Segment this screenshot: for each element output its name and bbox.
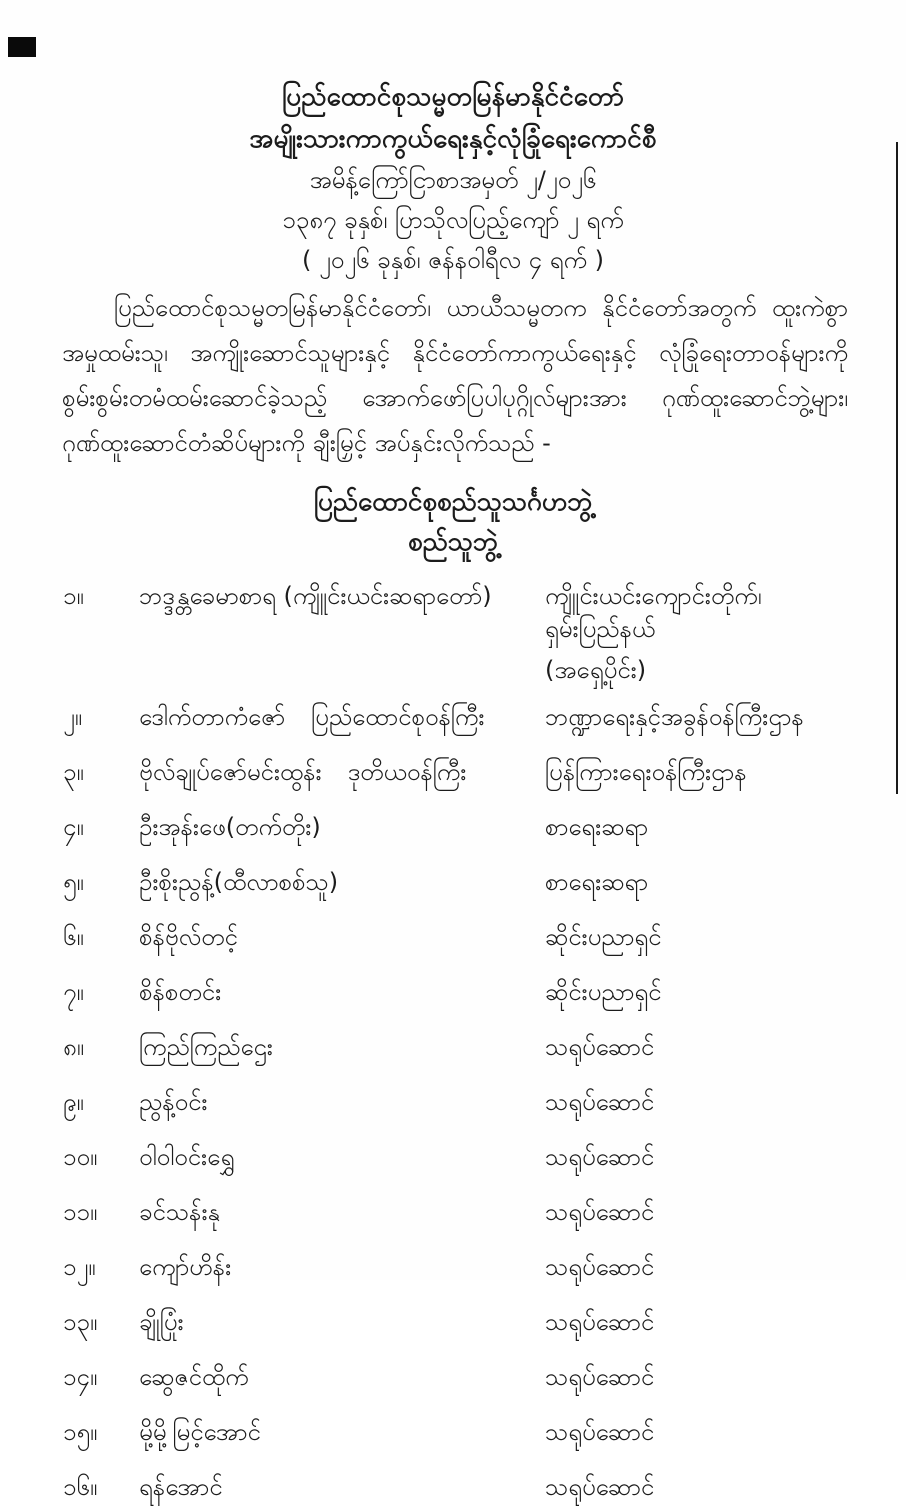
item-name: ခင်သန်းနု <box>139 1198 220 1226</box>
item-number: ၈။ <box>63 1033 84 1061</box>
item-role-group <box>545 976 848 1017</box>
item-name-group <box>139 1471 545 1504</box>
item-number: ၃။ <box>63 758 84 786</box>
list-item <box>63 1471 848 1512</box>
item-name: မို့မို့မြင့်အောင် <box>139 1418 261 1446</box>
item-name-group <box>139 756 545 789</box>
item-role-group <box>545 866 848 907</box>
item-name-group <box>139 1141 545 1174</box>
scan-artifact-edge-line <box>896 142 898 794</box>
award-title-thingaha: ပြည်ထောင်စုစည်သူသင်္ဂဟဘွဲ့ <box>313 487 593 517</box>
item-number: ၁၆။ <box>63 1473 98 1501</box>
award-title-sithu: စည်သူဘွဲ့ <box>408 527 498 557</box>
item-name: စိန်စတင်း <box>139 978 222 1006</box>
item-role-group <box>545 1251 848 1292</box>
item-name: ဗိုလ်ချုပ်ဇော်မင်းထွန်း <box>139 758 322 786</box>
list-item <box>63 1416 848 1457</box>
item-number: ၁၀။ <box>63 1143 98 1171</box>
item-name: ကြည်ကြည်ဌေး <box>139 1033 273 1061</box>
item-role-line2: (အရှေ့ပိုင်း) <box>545 656 647 684</box>
list-item <box>63 1196 848 1237</box>
list-item <box>63 1031 848 1072</box>
item-role-group <box>545 1306 848 1347</box>
item-role-group <box>545 1361 848 1402</box>
item-role: သရုပ်ဆောင် <box>545 1418 655 1446</box>
item-role: စာရေးဆရာ <box>545 813 649 841</box>
list-item <box>63 921 848 962</box>
scan-artifact-mark <box>8 37 36 57</box>
item-name-group <box>139 1086 545 1119</box>
item-role: ပြန်ကြားရေးဝန်ကြီးဌာန <box>545 758 747 786</box>
list-item <box>63 756 848 797</box>
item-name: စိန်ဗိုလ်တင့် <box>139 923 238 951</box>
item-role: သရုပ်ဆောင် <box>545 1143 655 1171</box>
item-role: စာရေးဆရာ <box>545 868 649 896</box>
list-item <box>63 1361 848 1402</box>
item-role: ဘဏ္ဍာရေးနှင့်အခွန်ဝန်ကြီးဌာန <box>545 703 804 731</box>
item-name-group <box>139 701 545 734</box>
document-header <box>0 0 906 280</box>
item-name-group <box>139 921 545 954</box>
list-item <box>63 1141 848 1182</box>
item-name-group <box>139 1416 545 1449</box>
item-number: ၁၂။ <box>63 1253 96 1281</box>
item-role-group <box>545 1471 848 1512</box>
item-number: ၂။ <box>63 703 83 731</box>
item-role: သရုပ်ဆောင် <box>545 1253 655 1281</box>
item-name: ဒေါက်တာကံဇော် <box>139 703 286 731</box>
item-number: ၄။ <box>63 813 84 841</box>
item-name-group <box>139 1196 545 1229</box>
date-gregorian-calendar: ( ၂၀၂၆ ခုနှစ်၊ ဇန်နဝါရီလ ၄ ရက် ) <box>301 246 605 274</box>
item-role: သရုပ်ဆောင် <box>545 1198 655 1226</box>
item-role: သရုပ်ဆောင် <box>545 1363 655 1391</box>
award-recipient-list <box>0 580 906 1512</box>
item-role-group <box>545 1416 848 1457</box>
item-role: ဆိုင်းပညာရှင် <box>545 978 662 1006</box>
item-number: ၁၄။ <box>63 1363 98 1391</box>
item-role: ကျိူင်းယင်းကျောင်းတိုက်၊ ရှမ်းပြည်နယ် <box>545 582 762 643</box>
item-role-group <box>545 1086 848 1127</box>
item-name: ရန်အောင် <box>139 1473 223 1501</box>
date-myanmar-calendar: ၁၃၈၇ ခုနှစ်၊ ပြာသိုလပြည့်ကျော် ၂ ရက် <box>282 206 624 234</box>
item-role-group <box>545 580 848 687</box>
list-item <box>63 976 848 1017</box>
order-paragraph: ပြည်ထောင်စုသမ္မတမြန်မာနိုင်ငံတော်၊ ယာယီသမ္မတက နိုင်ငံတော်အတွက် ထူးကဲစွာ အမှုထမ်းသူ၊ အကျိုးဆောင်သူများနှင့် နိုင်ငံတော်ကာကွယ်ရေးနှင့် လုံခြုံရေးတာဝန်များကို စွမ်းစွမ်းတမံထမ်းဆောင်ခဲ့သည့် အောက်ဖော်ပြပါပုဂ္ဂိုလ်များအား ဂုဏ်ထူးဆောင်ဘွဲ့များ၊ ဂုဏ်ထူးဆောင်တံဆိပ်များကို ချီးမြှင့် အပ်နှင်းလိုက်သည် - <box>62 294 848 457</box>
item-role-group <box>545 1031 848 1072</box>
list-item <box>63 1306 848 1347</box>
item-name: ဘဒ္ဒန္တခေမာစာရ (ကျိူင်းယင်းဆရာတော်) <box>139 582 492 610</box>
item-number: ၁။ <box>63 582 84 610</box>
item-position-title: ဒုတိယဝန်ကြီး <box>347 758 467 786</box>
item-role-group <box>545 1196 848 1237</box>
item-role-group <box>545 1141 848 1182</box>
order-number: အမိန့်ကြော်ငြာစာအမှတ် ၂/၂၀၂၆ <box>309 166 597 194</box>
list-item <box>63 811 848 852</box>
item-number: ၁၃။ <box>63 1308 98 1336</box>
item-name-group <box>139 1306 545 1339</box>
item-number: ၇။ <box>63 978 84 1006</box>
item-name: ကျော်ဟိန်း <box>139 1253 232 1281</box>
item-number: ၁၅။ <box>63 1418 98 1446</box>
item-role-group <box>545 756 848 797</box>
item-role-group <box>545 921 848 962</box>
list-item <box>63 866 848 907</box>
item-name: ဝါဝါဝင်းရွှေ <box>139 1143 235 1171</box>
item-role: သရုပ်ဆောင် <box>545 1088 655 1116</box>
list-item <box>63 1086 848 1127</box>
list-item <box>63 580 848 687</box>
item-number: ၅။ <box>63 868 84 896</box>
item-name: ချိုပြုံး <box>139 1308 184 1336</box>
list-item <box>63 701 848 742</box>
item-position-title: ပြည်ထောင်စုဝန်ကြီး <box>311 703 485 731</box>
item-role: သရုပ်ဆောင် <box>545 1473 655 1501</box>
list-item <box>63 1251 848 1292</box>
section-titles <box>0 482 906 562</box>
item-name-group <box>139 1361 545 1394</box>
state-title: ပြည်ထောင်စုသမ္မတမြန်မာနိုင်ငံတော် <box>281 82 625 112</box>
item-name-group <box>139 1031 545 1064</box>
item-role: သရုပ်ဆောင် <box>545 1033 655 1061</box>
item-name-group <box>139 1251 545 1284</box>
item-name: ဆွေဇင်ထိုက် <box>139 1363 249 1391</box>
item-name: ဦးစိုးညွန့်(ထီလာစစ်သူ) <box>139 868 339 896</box>
item-name-group <box>139 580 545 613</box>
item-number: ၁၁။ <box>63 1198 98 1226</box>
item-role-group <box>545 701 848 742</box>
item-name-group <box>139 866 545 899</box>
item-role: ဆိုင်းပညာရှင် <box>545 923 662 951</box>
item-number: ၉။ <box>63 1088 84 1116</box>
item-name-group <box>139 976 545 1009</box>
item-role: သရုပ်ဆောင် <box>545 1308 655 1336</box>
item-name: ဦးအုန်းဖေ(တက်တိုး) <box>139 813 321 841</box>
item-name: ညွန့်ဝင်း <box>139 1088 208 1116</box>
item-role-group <box>545 811 848 852</box>
item-name-group <box>139 811 545 844</box>
item-number: ၆။ <box>63 923 84 951</box>
council-title: အမျိုးသားကာကွယ်ရေးနှင့်လုံခြုံရေးကောင်စီ <box>249 124 657 154</box>
